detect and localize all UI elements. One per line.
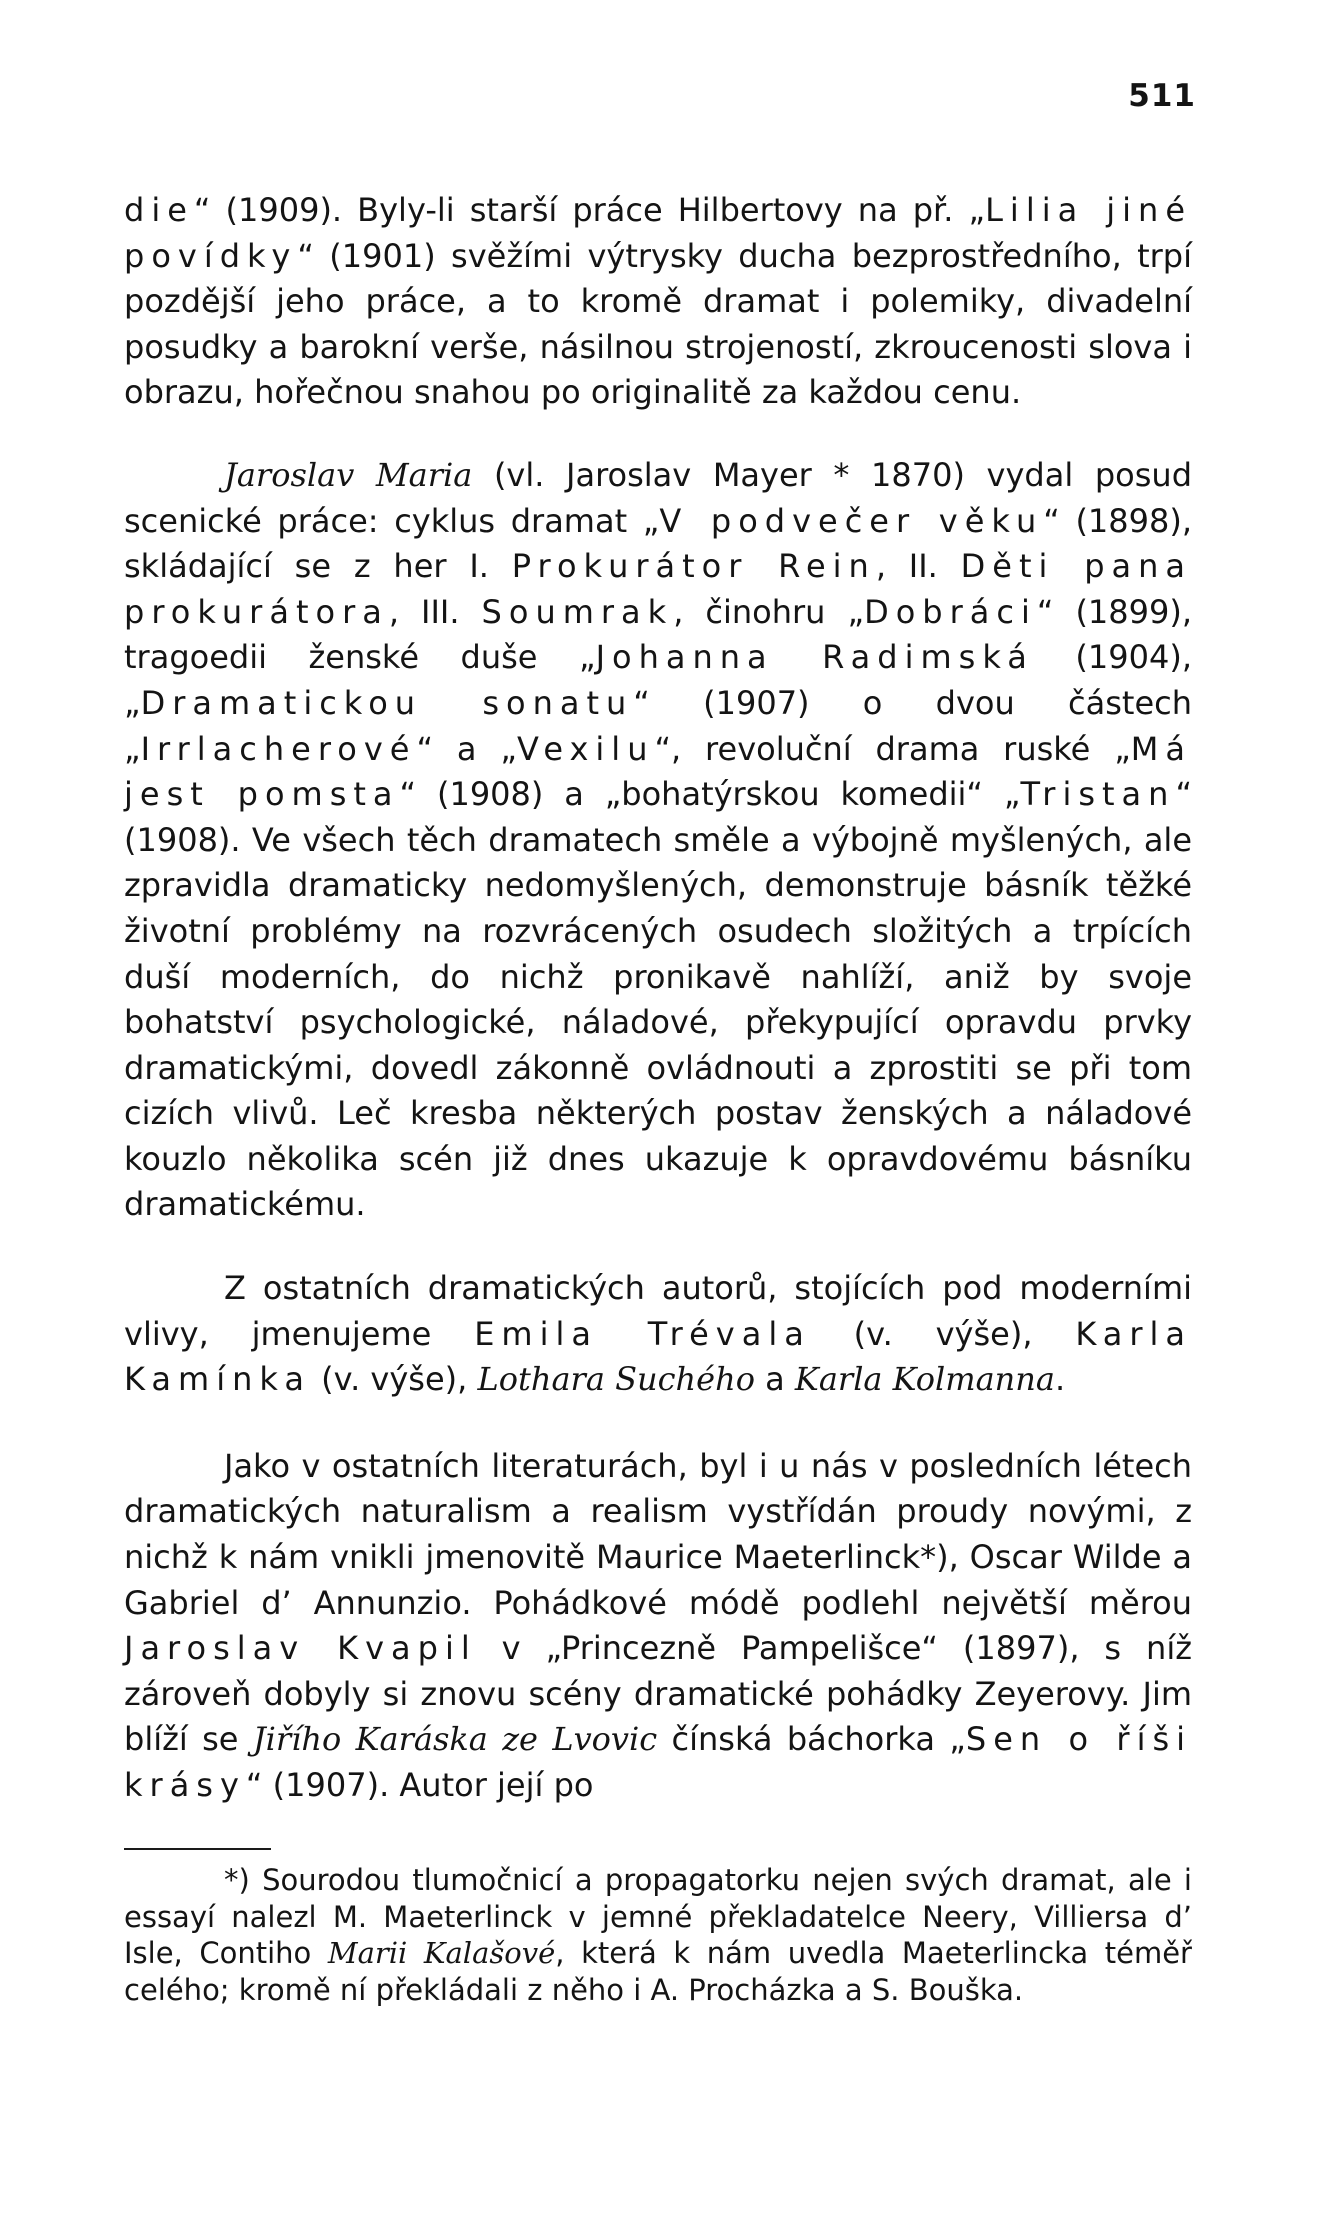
text-run: “ (1898), skládající se z her I. xyxy=(124,501,1193,586)
spaced-emphasis-text: Johanna Radimská xyxy=(595,638,1034,677)
spaced-emphasis-text: Soumrak xyxy=(481,592,674,631)
italic-name-text: Lothara Suchého xyxy=(477,1360,755,1399)
spaced-emphasis-text: Irrlacherové xyxy=(140,729,417,768)
text-run: “ (1901) svěžími výtrysky ducha bezprostředního, trpí pozdější jeho práce, a to kromě dramat i polemiky, divadelní posudky a barokní verše, násilnou strojeností, zkroucenosti slova i obrazu, hořečnou snahou po originalitě za každou cenu. xyxy=(124,236,1192,412)
text-run: , činohru „ xyxy=(673,592,865,631)
paragraph xyxy=(124,188,1192,416)
text-run: “ (1907) o dvou částech „ xyxy=(124,683,1192,768)
footnote xyxy=(124,1862,1192,2008)
spaced-emphasis-text: Karla Kamínka xyxy=(124,1314,1193,1399)
spaced-emphasis-text: Prokurátor Rein xyxy=(511,547,876,586)
text-run: v „Princezně Pampelišce“ (1897), s níž zároveň dobyly si znovu scény dramatické pohádky Zeyerovy. Jim blíží se xyxy=(124,1629,1193,1759)
text-run: “ (1909). Byly-li starší práce Hilbertovy na př. „ xyxy=(193,191,986,229)
text-run: “ (1908) a „bohatýrskou komedii“ „ xyxy=(399,775,1021,814)
paragraph xyxy=(124,1266,1192,1403)
text-run: čínská báchorka „ xyxy=(657,1720,966,1759)
text-run: *) Sourodou tlumočnicí a propagatorku nejen svých dramat, ale i essayí nalezl M. Maeterlinck v jemné překladatelce Neery, Villiersa d’ Isle, Contiho xyxy=(124,1863,1192,1970)
text-run: “ (1908). Ve všech těch dramatech směle a výbojně myšlených, ale zpravidla dramaticky nedomyšlených, demonstruje básník těžké životní problémy na rozvrácených osudech složitých a trpících duší moderních, do nichž pronikavě nahlíží, aniž by svoje bohatství psychologické, náladové, překypující opravdu prvky dramatickými, dovedl zákonně ovládnouti a zprostiti se při tom cizích vlivů. Leč kresba některých postav ženských a náladové kouzlo několika scén již dnes ukazuje k opravdovému básníku dramatickému. xyxy=(124,775,1193,1224)
text-run: “ a „ xyxy=(416,729,517,768)
text-run: , II. xyxy=(875,547,961,586)
spaced-emphasis-text: Vexilu xyxy=(516,729,655,768)
text-run: (v. výše), xyxy=(810,1314,1076,1353)
text-run: (1904), „ xyxy=(124,638,1193,722)
italic-name-text: Marii Kalašové xyxy=(327,1936,556,1970)
spaced-emphasis-text: V podvečer věku xyxy=(659,501,1044,540)
spaced-emphasis-text: Tristan xyxy=(1020,775,1176,814)
spaced-emphasis-text: die xyxy=(124,191,194,229)
text-run: (vl. Jaroslav Mayer * 1870) vydal posud scenické práce: cyklus dramat „ xyxy=(124,455,1193,540)
italic-name-text: Jaroslav Maria xyxy=(224,455,473,494)
paragraph xyxy=(124,453,1192,1228)
spaced-emphasis-text: Sen o říši krásy xyxy=(124,1720,1193,1804)
footnote-divider xyxy=(124,1848,271,1850)
spaced-emphasis-text: Děti pana prokurátora xyxy=(124,547,1193,631)
spaced-emphasis-text: Lilia jiné povídky xyxy=(124,191,1193,275)
text-run: , která k nám uvedla Maeterlincka téměř celého; kromě ní překládali z něho i A. Procházka a S. Bouška. xyxy=(124,1936,1192,2007)
text-run: a xyxy=(754,1360,795,1399)
text-run: (v. výše), xyxy=(310,1360,478,1399)
text-run: “ (1907). Autor její po xyxy=(245,1766,594,1804)
spaced-emphasis-text: Emila Trévala xyxy=(474,1314,811,1353)
spaced-emphasis-text: Jaroslav Kvapil xyxy=(124,1629,477,1668)
paragraph xyxy=(124,1444,1192,1809)
page-number: 511 xyxy=(1128,78,1196,114)
italic-name-text: Jiřího Karáska ze Lvovic xyxy=(252,1720,658,1759)
text-run: Z ostatních dramatických autorů, stojících pod moderními vlivy, jmenujeme xyxy=(124,1269,1192,1353)
italic-name-text: Karla Kolmanna xyxy=(794,1360,1055,1399)
text-run: . xyxy=(1054,1360,1066,1399)
spaced-emphasis-text: Má jest pomsta xyxy=(124,729,1193,814)
body-text xyxy=(124,188,1192,1809)
text-run: “ (1899), tragoedii ženské duše „ xyxy=(124,592,1193,677)
spaced-emphasis-text: Dramatickou sonatu xyxy=(140,683,634,722)
text-run: , III. xyxy=(388,592,482,631)
text-run: “, revoluční drama ruské „ xyxy=(654,729,1131,768)
text-run: Jako v ostatních literaturách, byl i u nás v posledních létech dramatických naturalism a realism vystřídán proudy novými, z nichž k nám vnikli jmenovitě Maurice Maeterlinck*), Oscar Wilde a Gabriel d’ Annunzio. Pohádkové módě podlehl největší měrou xyxy=(124,1446,1192,1622)
spaced-emphasis-text: Dobráci xyxy=(864,592,1037,631)
